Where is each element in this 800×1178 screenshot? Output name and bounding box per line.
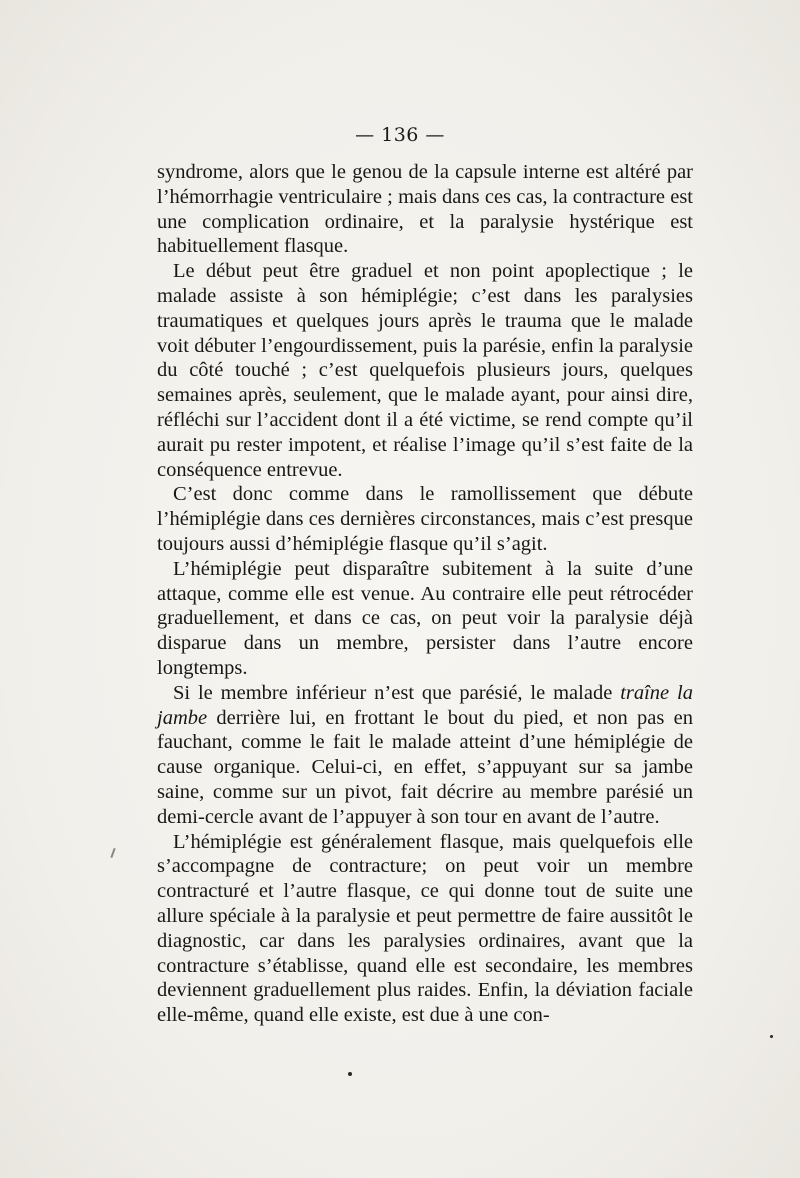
body-text (157, 160, 693, 1028)
margin-speck (770, 1035, 773, 1038)
page-number: — 136 — (355, 124, 445, 146)
paragraph-3: C’est donc comme dans le ramollissement que débute l’hémiplégie dans ces dernières circonstances, mais c’est presque toujours aussi d’hémiplégie flasque qu’il s’agit. (157, 483, 693, 555)
left-margin-mark (110, 848, 115, 858)
paragraph-1: syndrome, alors que le genou de la capsule interne est altéré par l’hémorrhagie ventriculaire ; mais dans ces cas, la contracture est une complication ordinaire, et la paralysie hystérique est habituellement flasque. (157, 161, 693, 258)
footer-speck (348, 1072, 352, 1076)
paragraph-6: L’hémiplégie est généralement flasque, mais quelquefois elle s’accompagne de contracture; on peut voir un membre contracturé et l’autre flasque, ce qui donne tout de suite une allure spéciale à la paralysie et peut permettre de faire aussitôt le diagnostic, car dans les paralysies ordinaires, avant que la contracture s’établisse, quand elle est secondaire, les membres deviennent graduellement plus raides. Enfin, la déviation faciale elle-même, quand elle existe, est due à une con- (157, 830, 693, 1027)
paragraph-2: Le début peut être graduel et non point apoplectique ; le malade assiste à son hémiplégie; c’est dans les paralysies traumatiques et quelques jours après le trauma que le malade voit débuter l’engourdissement, puis la parésie, enfin la paralysie du côté touché ; c’est quelquefois plusieurs jours, quelques semaines après, seulement, que le malade ayant, pour ainsi dire, réfléchi sur l’accident dont il a été victime, se rend compte qu’il aurait pu rester impotent, et réalise l’image qu’il s’est faite de la conséquence entrevue. (157, 260, 693, 481)
paragraph-5-emphasis: traîne la jambe (157, 681, 693, 729)
paragraph-5-after: derrière lui, en frottant le bout du pied, et non pas en fauchant, comme le fait le malade atteint d’une hémiplégie de cause organique. Celui-ci, en effet, s’appuyant sur sa jambe saine, comme sur un pivot, fait décrire au membre parésié un demi-cercle avant de l’appuyer à son tour en avant de l’autre. (157, 706, 693, 828)
paragraph-5-before: Si le membre inférieur n’est que parésié, le malade (173, 681, 621, 704)
paragraph-4: L’hémiplégie peut disparaître subitement à la suite d’une attaque, comme elle est venue. Au contraire elle peut rétrocéder graduellement, et dans ce cas, on peut voir la paralysie déjà disparue dans un membre, persister dans l’autre encore longtemps. (157, 557, 693, 679)
paragraph-5 (157, 681, 693, 830)
